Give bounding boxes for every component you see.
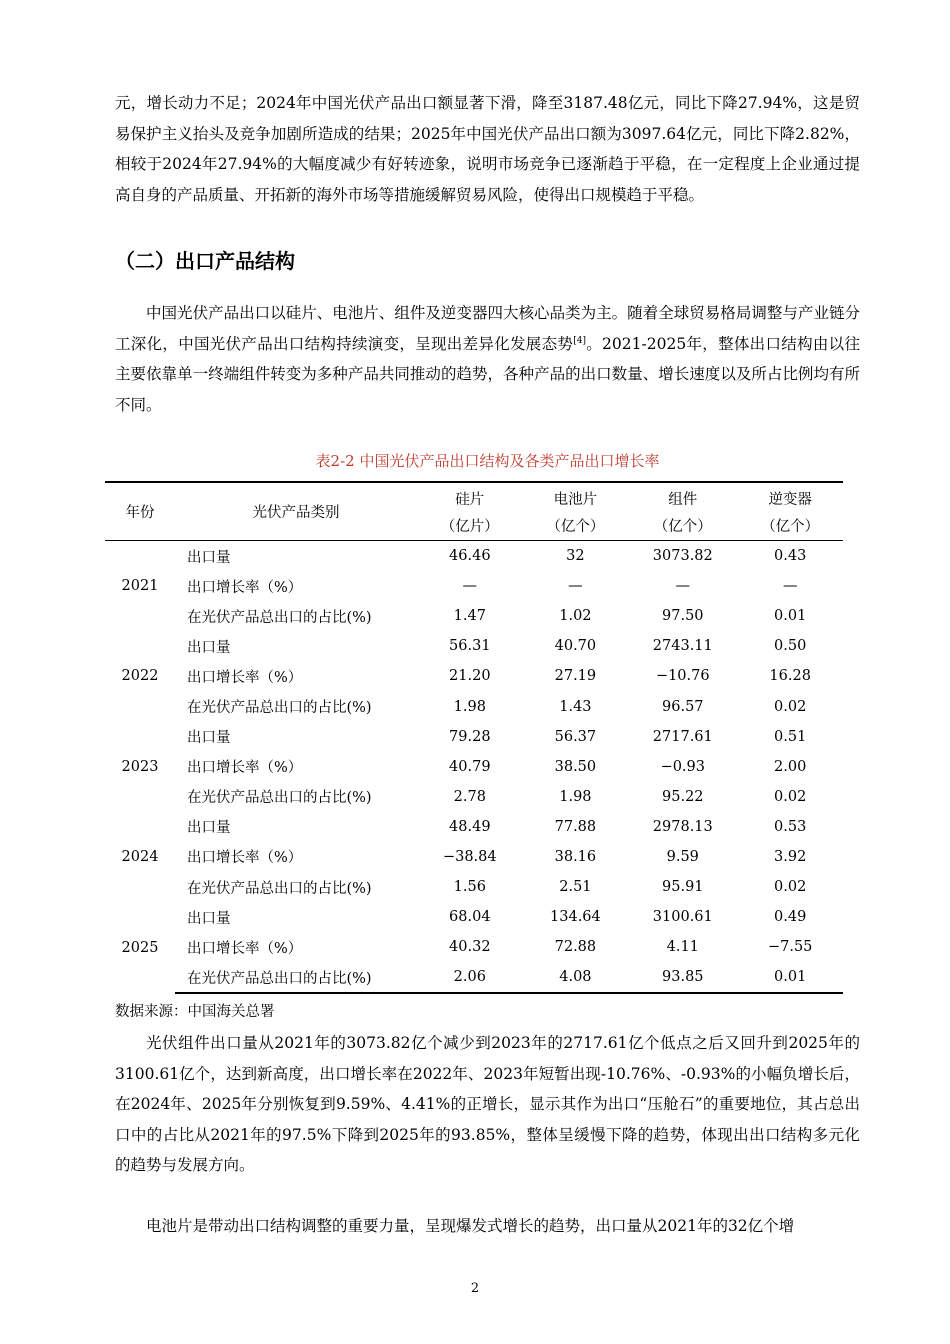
table-row (105, 691, 843, 721)
header-silicon-unit: （亿片） (440, 518, 499, 535)
table-row (105, 601, 843, 631)
table-row (105, 902, 843, 932)
section-heading: （二）出口产品结构 (115, 249, 295, 273)
row-label-volume: 出口量 (187, 549, 231, 566)
value-cell-module: 2717.61 (652, 728, 713, 745)
table-row (105, 661, 843, 691)
year-cell: 2023 (121, 758, 159, 775)
export-structure-table (105, 481, 843, 994)
page-number: 2 (470, 1281, 480, 1296)
header-module-unit: （亿个） (653, 518, 712, 535)
value-cell-cell: 72.88 (554, 939, 597, 956)
value-cell-silicon: 79.28 (449, 728, 491, 745)
table-row (105, 932, 843, 962)
value-cell-module: 3100.61 (652, 909, 713, 926)
value-cell-cell: 134.64 (550, 909, 601, 926)
value-cell-silicon: 2.06 (417, 962, 523, 993)
value-cell-silicon: 21.20 (449, 668, 491, 685)
value-cell-module: 95.22 (662, 788, 704, 805)
table-row (105, 752, 843, 782)
table-row (105, 872, 843, 902)
value-cell-cell: 38.16 (554, 848, 597, 865)
value-cell-cell: 1.43 (559, 698, 592, 715)
value-cell-inverter: 0.43 (774, 548, 807, 565)
value-cell-silicon: −38.84 (442, 848, 497, 865)
value-cell-cell: 2.51 (559, 879, 592, 896)
value-cell-inverter: 3.92 (774, 848, 807, 865)
value-cell-module: 95.91 (662, 879, 704, 896)
citation-ref: [4] (573, 335, 586, 346)
row-label-volume: 出口量 (187, 730, 231, 747)
table-row (105, 631, 843, 661)
row-label-share: 在光伏产品总出口的占比(%) (187, 609, 372, 626)
paragraph-export-value: 元，增长动力不足；2024年中国光伏产品出口额显著下滑，降至3187.48亿元，同比下降27.94%，这是贸易保护主义抬头及竞争加剧所造成的结果；2025年中国光伏产品出口额为3097.64亿元，同比下降2.82%，相较于2024年27.94%的大幅度减少有好转迹象，说明市场竞争已逐渐趋于平稳，在一定程度上企业通过提高自身的产品质量、开拓新的海外市场等措施缓解贸易风险，使得出口规模趋于平稳。 (115, 94, 860, 204)
table-header-row (105, 482, 843, 541)
value-cell-silicon: 1.98 (453, 698, 486, 715)
row-label-share: 在光伏产品总出口的占比(%) (187, 880, 372, 897)
header-inverter-unit: （亿个） (761, 518, 820, 535)
row-label-growth: 出口增长率（%） (187, 760, 303, 777)
table-row (105, 842, 843, 872)
paragraph-export-structure (115, 298, 860, 420)
value-cell-inverter: 0.01 (737, 962, 843, 993)
value-cell-cell: 77.88 (554, 818, 597, 835)
value-cell-silicon: 56.31 (449, 638, 491, 655)
header-cell-unit: （亿个） (546, 518, 605, 535)
header-cell-label: 电池片 (553, 491, 598, 508)
table-row (105, 782, 843, 812)
year-cell: 2025 (121, 939, 159, 956)
header-inverter-label: 逆变器 (768, 491, 812, 508)
value-cell-module: 2978.13 (652, 818, 713, 835)
year-cell: 2022 (121, 668, 159, 685)
value-cell-inverter: 0.02 (774, 788, 807, 805)
row-label-share: 在光伏产品总出口的占比(%) (175, 962, 417, 993)
year-cell: 2024 (121, 848, 159, 865)
value-cell-module: 93.85 (628, 962, 737, 993)
value-cell-silicon: 2.78 (453, 788, 486, 805)
row-label-growth: 出口增长率（%） (187, 940, 303, 957)
value-cell-module: 97.50 (662, 608, 704, 625)
value-cell-inverter: — (782, 578, 798, 595)
value-cell-inverter: 0.02 (774, 698, 807, 715)
header-silicon-label: 硅片 (455, 491, 485, 508)
table-row (105, 541, 843, 572)
value-cell-cell: 27.19 (554, 668, 597, 685)
row-label-volume: 出口量 (187, 910, 231, 927)
value-cell-module: −0.93 (660, 758, 705, 775)
value-cell-inverter: 16.28 (769, 668, 811, 685)
value-cell-module: 3073.82 (652, 548, 713, 565)
header-module-label: 组件 (668, 491, 698, 508)
paragraph-cell-analysis: 电池片是带动出口结构调整的重要力量，呈现爆发式增长的趋势，出口量从2021年的32亿个增 (146, 1217, 795, 1235)
value-cell-cell: — (568, 578, 583, 595)
table-row (105, 722, 843, 752)
value-cell-module: — (675, 578, 691, 595)
value-cell-cell: 1.98 (559, 788, 592, 805)
row-label-growth: 出口增长率（%） (187, 579, 303, 596)
value-cell-inverter: 0.53 (774, 818, 807, 835)
value-cell-silicon: 48.49 (449, 818, 491, 835)
paragraph-text: 。2021-2025年，整体出口结构由以往主要依靠单一终端组件转变为多种产品共同推动的趋势，各种产品的出口数量、增长速度以及所占比例均有所不同。 (115, 334, 860, 414)
header-silicon (417, 482, 523, 541)
paragraph-text: 中国光伏产品出口以硅片、电池片、组件及逆变器四大核心品类为主。随着全球贸易格局调整与产业链分工深化，中国光伏产品出口结构持续演变，呈现出差异化发展态势 (115, 304, 860, 353)
table-row (105, 812, 843, 842)
value-cell-cell: 38.50 (554, 758, 597, 775)
header-module (628, 482, 737, 541)
value-cell-silicon: 68.04 (449, 909, 491, 926)
value-cell-inverter: 0.02 (774, 879, 807, 896)
value-cell-silicon: 46.46 (449, 548, 491, 565)
value-cell-inverter: 0.50 (774, 638, 807, 655)
value-cell-module: 96.57 (662, 698, 704, 715)
value-cell-cell: 40.70 (554, 638, 597, 655)
value-cell-silicon: — (462, 578, 478, 595)
data-source-note: 数据来源：中国海关总署 (115, 1004, 275, 1020)
table-row (105, 962, 843, 993)
row-label-growth: 出口增长率（%） (187, 850, 303, 867)
value-cell-cell: 56.37 (554, 728, 597, 745)
header-category: 光伏产品类别 (175, 482, 417, 541)
value-cell-cell: 1.02 (559, 608, 592, 625)
row-label-share: 在光伏产品总出口的占比(%) (187, 700, 372, 717)
value-cell-inverter: −7.55 (767, 939, 813, 956)
header-inverter (737, 482, 843, 541)
value-cell-silicon: 1.47 (453, 608, 486, 625)
value-cell-module: 2743.11 (652, 638, 713, 655)
table-caption: 表2-2 中国光伏产品出口结构及各类产品出口增长率 (315, 452, 660, 470)
row-label-volume: 出口量 (187, 820, 231, 837)
year-cell: 2021 (121, 578, 159, 595)
value-cell-inverter: 2.00 (774, 758, 807, 775)
value-cell-module: 4.11 (666, 939, 699, 956)
header-cell (523, 482, 629, 541)
table-body (105, 541, 843, 994)
value-cell-cell: 32 (566, 548, 585, 565)
value-cell-inverter: 0.01 (774, 608, 807, 625)
value-cell-inverter: 0.51 (774, 728, 807, 745)
value-cell-silicon: 1.56 (453, 879, 486, 896)
value-cell-silicon: 40.79 (449, 758, 491, 775)
row-label-volume: 出口量 (187, 639, 231, 656)
row-label-share: 在光伏产品总出口的占比(%) (187, 790, 372, 807)
value-cell-inverter: 0.49 (774, 909, 807, 926)
table-row (105, 571, 843, 601)
value-cell-cell: 4.08 (523, 962, 629, 993)
value-cell-silicon: 40.32 (449, 939, 491, 956)
value-cell-module: −10.76 (655, 668, 710, 685)
value-cell-module: 9.59 (666, 848, 699, 865)
paragraph-module-analysis: 光伏组件出口量从2021年的3073.82亿个减少到2023年的2717.61亿个低点之后又回升到2025年的3100.61亿个，达到新高度，出口增长率在2022年、2023年短暂出现-10.76%、-0.93%的小幅负增长后，在2024年、2025年分别恢复到9.59%、4.41%的正增长，显示其作为出口“压舱石”的重要地位，其占总出口中的占比从2021年的97.5%下降到2025年的93.85%，整体呈缓慢下降的趋势，体现出出口结构多元化的趋势与发展方向。 (115, 1034, 860, 1174)
header-year: 年份 (105, 482, 175, 541)
row-label-growth: 出口增长率（%） (187, 669, 303, 686)
